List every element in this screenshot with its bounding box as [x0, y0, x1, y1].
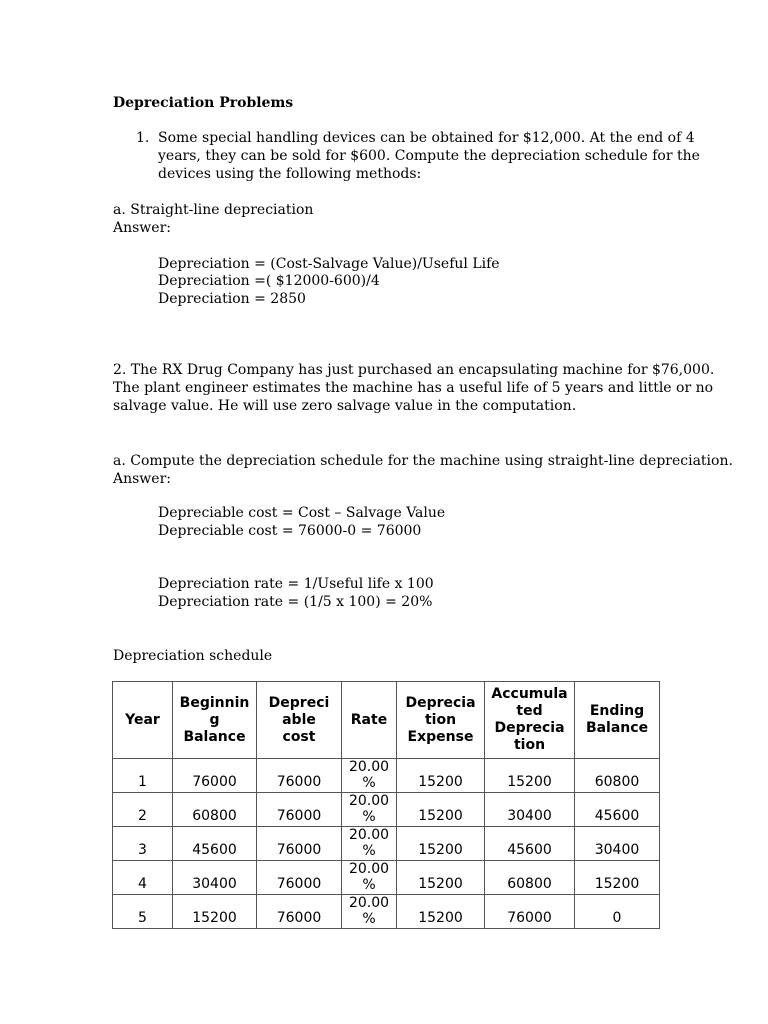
cell-year: 3 — [113, 827, 173, 861]
header-depreciation-expense: Deprecia tion Expense — [397, 682, 485, 759]
cell-beginning-balance: 45600 — [173, 827, 257, 861]
cell-ending-balance: 45600 — [575, 793, 660, 827]
cell-year: 4 — [113, 861, 173, 895]
cell-year: 5 — [113, 895, 173, 929]
cell-year: 1 — [113, 759, 173, 793]
problem-1-result: Depreciation = 2850 — [158, 291, 306, 307]
cell-depreciation-expense: 15200 — [397, 827, 485, 861]
cell-rate: 20.00 % — [342, 861, 397, 895]
header-rate: Rate — [342, 682, 397, 759]
problem-1-line-1: Some special handling devices can be obtained for $12,000. At the end of 4 — [158, 130, 695, 146]
header-accumulated-depreciation: Accumula ted Deprecia tion — [485, 682, 575, 759]
cell-depreciation-expense: 15200 — [397, 861, 485, 895]
schedule-label: Depreciation schedule — [113, 648, 273, 664]
document-title: Depreciation Problems — [113, 95, 294, 111]
cell-rate: 20.00 % — [342, 793, 397, 827]
problem-1-answer-label: Answer: — [113, 220, 171, 236]
table-row — [113, 895, 660, 929]
depreciation-rate-formula: Depreciation rate = 1/Useful life x 100 — [158, 576, 434, 592]
cell-accumulated-depreciation: 76000 — [485, 895, 575, 929]
cell-depreciable-cost: 76000 — [257, 861, 342, 895]
cell-depreciable-cost: 76000 — [257, 793, 342, 827]
depreciation-rate-result: Depreciation rate = (1/5 x 100) = 20% — [158, 594, 433, 610]
header-depreciable-cost: Depreci able cost — [257, 682, 342, 759]
problem-1-formula: Depreciation = (Cost-Salvage Value)/Useful Life — [158, 256, 500, 272]
problem-1-part-a: a. Straight-line depreciation — [113, 202, 314, 218]
cell-beginning-balance: 76000 — [173, 759, 257, 793]
header-ending-balance: Ending Balance — [575, 682, 660, 759]
cell-ending-balance: 15200 — [575, 861, 660, 895]
cell-depreciation-expense: 15200 — [397, 759, 485, 793]
cell-accumulated-depreciation: 30400 — [485, 793, 575, 827]
cell-beginning-balance: 30400 — [173, 861, 257, 895]
cell-depreciable-cost: 76000 — [257, 827, 342, 861]
cell-beginning-balance: 60800 — [173, 793, 257, 827]
problem-1-line-2: years, they can be sold for $600. Compute the depreciation schedule for the — [158, 148, 700, 164]
table-header-row — [113, 682, 660, 759]
cell-year: 2 — [113, 793, 173, 827]
cell-accumulated-depreciation: 45600 — [485, 827, 575, 861]
problem-2-part-a: a. Compute the depreciation schedule for the machine using straight-line depreciation. — [113, 453, 733, 469]
header-year: Year — [113, 682, 173, 759]
cell-depreciation-expense: 15200 — [397, 793, 485, 827]
cell-rate: 20.00 % — [342, 759, 397, 793]
cell-beginning-balance: 15200 — [173, 895, 257, 929]
cell-ending-balance: 60800 — [575, 759, 660, 793]
problem-2-line-2: The plant engineer estimates the machine has a useful life of 5 years and little or no — [113, 380, 714, 396]
cell-ending-balance: 0 — [575, 895, 660, 929]
problem-2-line-3: salvage value. He will use zero salvage value in the computation. — [113, 398, 577, 414]
table-row — [113, 861, 660, 895]
cell-rate: 20.00 % — [342, 827, 397, 861]
table-row — [113, 827, 660, 861]
problem-1-substitution: Depreciation =( $12000-600)/4 — [158, 273, 380, 289]
cell-ending-balance: 30400 — [575, 827, 660, 861]
cell-rate: 20.00 % — [342, 895, 397, 929]
problem-1-number: 1. — [136, 130, 150, 146]
cell-accumulated-depreciation: 15200 — [485, 759, 575, 793]
cell-accumulated-depreciation: 60800 — [485, 861, 575, 895]
table-row — [113, 759, 660, 793]
cell-depreciable-cost: 76000 — [257, 895, 342, 929]
problem-2-answer-label: Answer: — [113, 471, 171, 487]
header-beginning-balance: Beginnin g Balance — [173, 682, 257, 759]
table-row — [113, 793, 660, 827]
cell-depreciable-cost: 76000 — [257, 759, 342, 793]
problem-1-line-3: devices using the following methods: — [158, 166, 422, 182]
problem-2-line-1: 2. The RX Drug Company has just purchased an encapsulating machine for $76,000. — [113, 362, 715, 378]
cell-depreciation-expense: 15200 — [397, 895, 485, 929]
depreciable-cost-formula: Depreciable cost = Cost – Salvage Value — [158, 505, 446, 521]
depreciable-cost-result: Depreciable cost = 76000-0 = 76000 — [158, 523, 422, 539]
depreciation-schedule-table — [112, 681, 660, 929]
